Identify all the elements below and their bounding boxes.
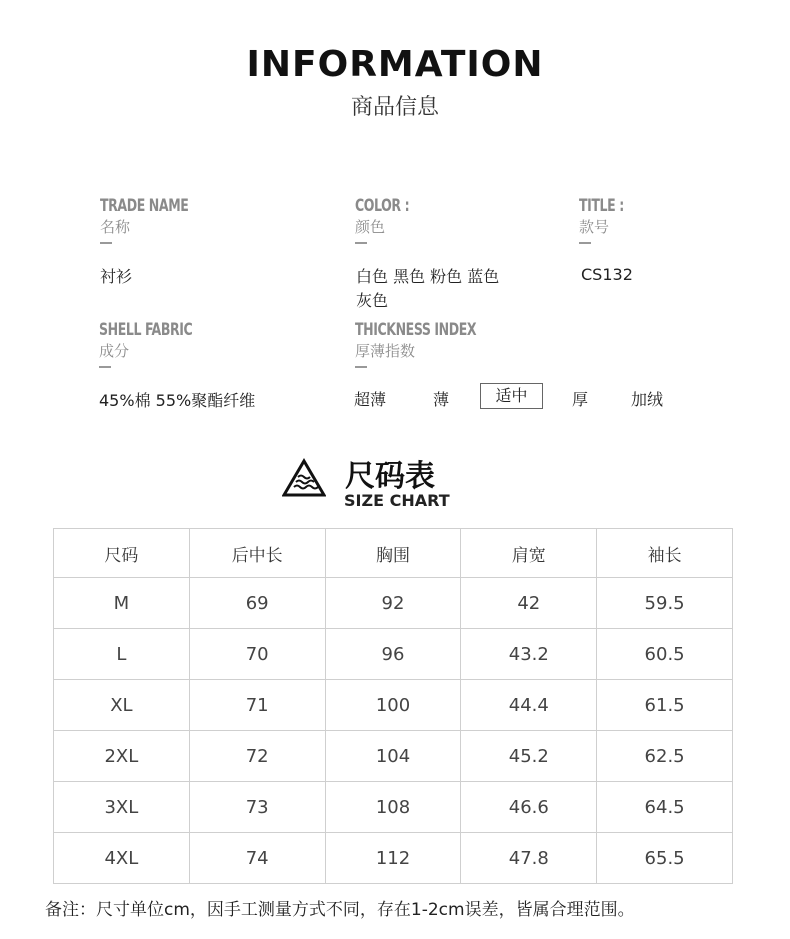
shell-fabric-en: SHELL FABRIC [99, 320, 193, 340]
table-header-row [54, 529, 733, 578]
measurement-note: 备注：尺寸单位cm，因手工测量方式不同，存在1-2cm误差，皆属合理范围。 [45, 900, 635, 920]
info-subtitle: 商品信息 [350, 95, 439, 120]
thickness-label [355, 320, 503, 368]
cell-chest: 108 [325, 782, 461, 833]
cell-shoulder: 44.4 [461, 680, 597, 731]
trade-name-value: 衬衫 [100, 267, 133, 286]
cell-shoulder: 42 [461, 578, 597, 629]
thickness-option-ultrathin: 超薄 [354, 390, 387, 409]
cell-shoulder: 46.6 [461, 782, 597, 833]
header-shoulder: 肩宽 [461, 529, 597, 578]
trade-name-label [100, 196, 208, 244]
cell-size: XL [54, 680, 190, 731]
divider [99, 366, 111, 368]
size-chart-icon [282, 458, 326, 498]
table-row [54, 731, 733, 782]
cell-chest: 104 [325, 731, 461, 782]
trade-name-cn: 名称 [100, 218, 131, 236]
cell-size: M [54, 578, 190, 629]
cell-size: 3XL [54, 782, 190, 833]
cell-length: 73 [189, 782, 325, 833]
cell-length: 69 [189, 578, 325, 629]
shell-fabric-cn: 成分 [99, 342, 130, 360]
cell-shoulder: 45.2 [461, 731, 597, 782]
shell-fabric-value: 45%棉 55%聚酯纤维 [99, 391, 256, 410]
cell-chest: 112 [325, 833, 461, 884]
divider [100, 242, 112, 244]
thickness-en: THICKNESS INDEX [355, 320, 477, 340]
cell-sleeve: 62.5 [597, 731, 733, 782]
color-en: COLOR : [355, 196, 410, 216]
divider [579, 242, 591, 244]
title-en: TITLE : [579, 196, 624, 216]
cell-length: 72 [189, 731, 325, 782]
color-value-line1: 白色 黑色 粉色 蓝色 [356, 267, 500, 286]
cell-size: 2XL [54, 731, 190, 782]
cell-sleeve: 61.5 [597, 680, 733, 731]
table-row [54, 833, 733, 884]
color-label [355, 196, 421, 244]
thickness-option-thick: 厚 [572, 390, 589, 409]
divider [355, 366, 367, 368]
size-chart-subtitle: SIZE CHART [344, 491, 450, 510]
color-cn: 颜色 [355, 218, 386, 236]
thickness-option-fleece: 加绒 [631, 390, 664, 409]
thickness-cn: 厚薄指数 [355, 342, 416, 360]
divider [355, 242, 367, 244]
cell-length: 70 [189, 629, 325, 680]
cell-sleeve: 59.5 [597, 578, 733, 629]
cell-size: L [54, 629, 190, 680]
table-row [54, 629, 733, 680]
title-value: CS132 [581, 265, 633, 284]
header-chest: 胸围 [325, 529, 461, 578]
cell-shoulder: 43.2 [461, 629, 597, 680]
title-label [579, 196, 634, 244]
cell-sleeve: 64.5 [597, 782, 733, 833]
cell-length: 71 [189, 680, 325, 731]
thickness-option-medium-selected: 适中 [480, 383, 543, 409]
size-chart-table [53, 528, 733, 884]
header-sleeve: 袖长 [597, 529, 733, 578]
header-length: 后中长 [189, 529, 325, 578]
size-chart-title: 尺码表 [345, 459, 435, 494]
trade-name-en: TRADE NAME [100, 196, 189, 216]
cell-size: 4XL [54, 833, 190, 884]
thickness-option-thin: 薄 [433, 390, 450, 409]
title-cn: 款号 [579, 218, 610, 236]
cell-shoulder: 47.8 [461, 833, 597, 884]
table-row [54, 680, 733, 731]
cell-chest: 92 [325, 578, 461, 629]
cell-chest: 96 [325, 629, 461, 680]
table-row [54, 782, 733, 833]
cell-sleeve: 65.5 [597, 833, 733, 884]
cell-length: 74 [189, 833, 325, 884]
info-title: INFORMATION [246, 44, 544, 85]
cell-chest: 100 [325, 680, 461, 731]
header-size: 尺码 [54, 529, 190, 578]
color-value-line2: 灰色 [356, 291, 389, 310]
shell-fabric-label [99, 320, 213, 368]
table-row [54, 578, 733, 629]
cell-sleeve: 60.5 [597, 629, 733, 680]
